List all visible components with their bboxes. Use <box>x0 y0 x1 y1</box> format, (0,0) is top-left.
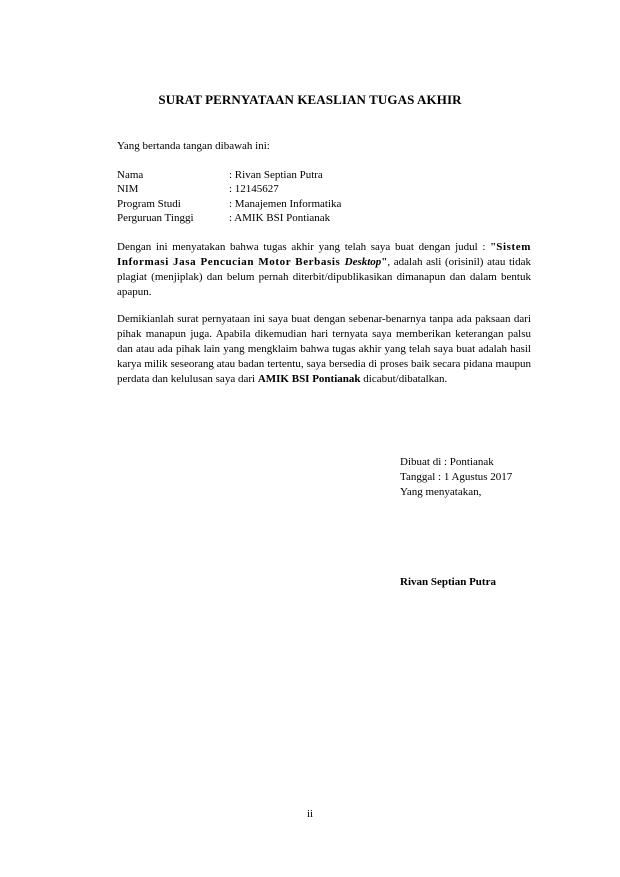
thesis-title-italic: Desktop <box>344 256 382 268</box>
institution-name: AMIK BSI Pontianak <box>257 373 361 385</box>
identity-label: Program Studi <box>117 197 181 210</box>
identity-row-perguruan-tinggi <box>117 211 341 225</box>
quote-open: " <box>490 241 497 253</box>
identity-value: : Rivan Septian Putra <box>229 169 323 181</box>
identity-value: : Manajemen Informatika <box>229 197 342 210</box>
identity-row-program-studi <box>117 197 341 211</box>
paragraph-text: Dengan ini menyatakan bahwa tugas akhir yang telah saya buat dengan judul : <box>117 241 491 253</box>
document-title: SURAT PERNYATAAN KEASLIAN TUGAS AKHIR <box>158 92 462 107</box>
identity-row-nama <box>117 168 341 182</box>
identity-row-nim <box>117 182 341 196</box>
signer-name: Rivan Septian Putra <box>400 576 496 588</box>
identity-label: Perguruan Tinggi <box>117 212 194 225</box>
quote-close: " <box>381 256 388 268</box>
signature-block <box>400 455 512 500</box>
paragraph-text: , adalah asli (orisinil) atau tidak plagiat (menjiplak) dan belum pernah diterbit/dipublikasikan dimanapun dan dalam bentuk apapun. <box>117 256 531 298</box>
signature-date: Tanggal : 1 Agustus 2017 <box>400 471 513 483</box>
declaration-paragraph <box>117 312 531 387</box>
signature-place: Dibuat di : Pontianak <box>400 456 494 468</box>
identity-block <box>117 168 341 226</box>
thesis-title: Sistem Informasi Jasa Pencucian Motor Berbasis <box>117 241 531 268</box>
page-number: ii <box>306 808 314 820</box>
intro-text: Yang bertanda tangan dibawah ini: <box>117 140 270 152</box>
signature-closing: Yang menyatakan, <box>400 486 482 498</box>
identity-value: : AMIK BSI Pontianak <box>229 212 331 225</box>
identity-label: Nama <box>117 169 144 181</box>
statement-paragraph <box>117 240 531 300</box>
paragraph-text: Demikianlah surat pernyataan ini saya buat dengan sebenar-benarnya tanpa ada paksaan dari pihak manapun juga. Apabila dikemudian hari ternyata saya memberikan keterangan palsu dan atau ada pihak lain yang mengklaim bahwa tugas akhir yang telah saya buat adalah hasil karya milik seseorang atau badan tertentu, saya bersedia di proses baik secara pidana maupun perdata dan kelulusan saya dari <box>117 313 531 385</box>
paragraph-text: dicabut/dibatalkan. <box>360 373 448 385</box>
identity-label: NIM <box>117 183 139 196</box>
identity-value: : 12145627 <box>229 183 279 196</box>
